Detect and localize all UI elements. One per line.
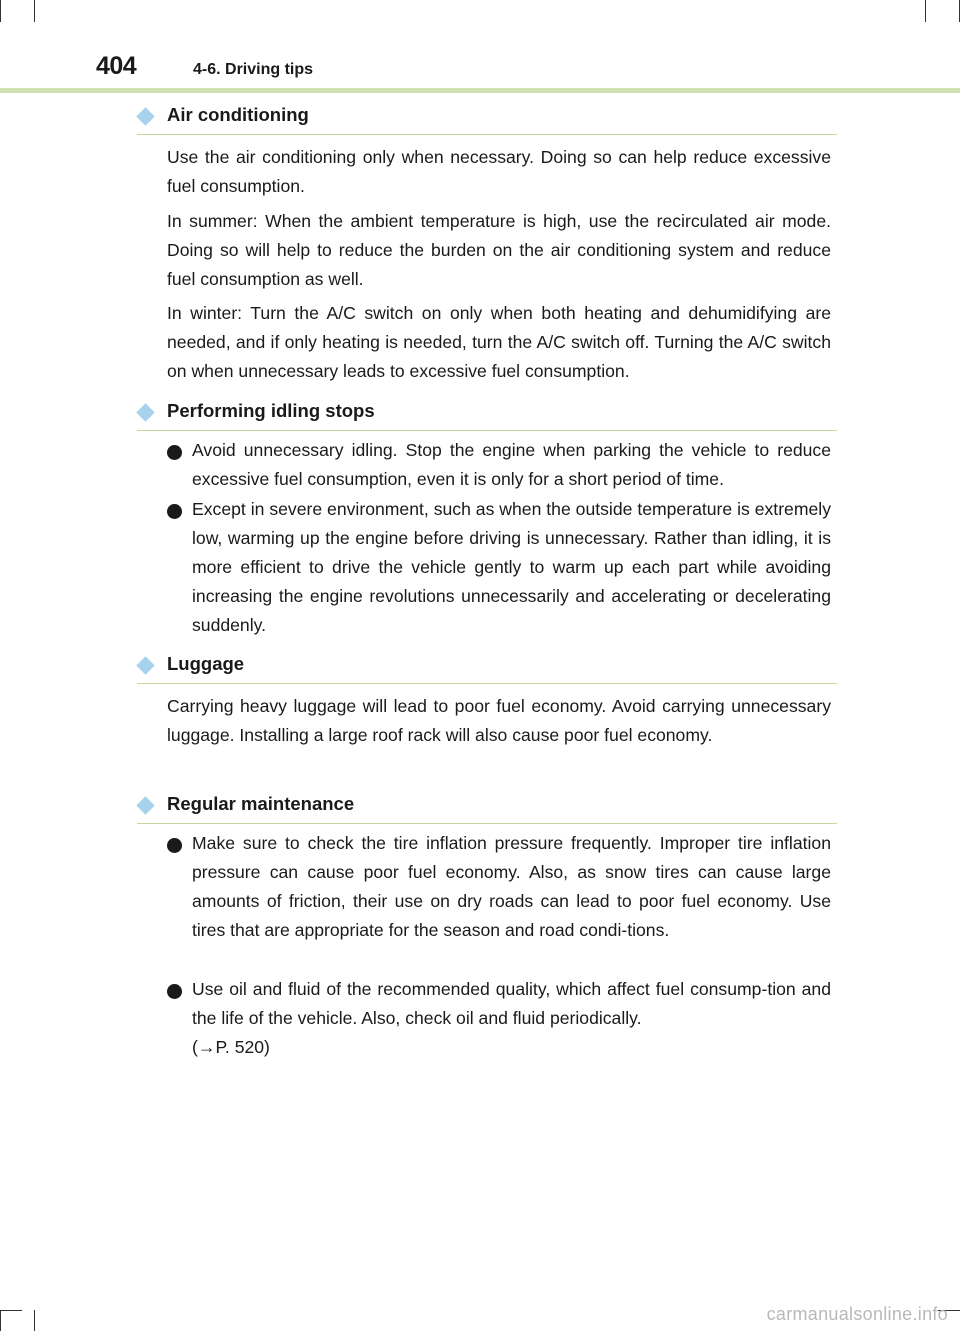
page-reference-link[interactable]: (→P. 520) [192, 1037, 270, 1057]
diamond-icon [136, 796, 154, 814]
crop-mark [0, 1310, 22, 1311]
diamond-icon [136, 107, 154, 125]
paragraph: Use the air conditioning only when necessary. Doing so can help reduce excessive fuel consumption. [167, 147, 831, 196]
watermark: carmanualsonline.info [766, 1304, 948, 1324]
paragraph: In summer: When the ambient temperature is high, use the recirculated air mode. Doing so will help to reduce the burden on the air conditioning system and reduce fuel consumption as well. [167, 211, 831, 289]
list-item-text: Make sure to check the tire inflation pressure frequently. Improper tire inflation pressure can cause poor fuel economy. Also, as snow tires can cause large amounts of friction, their use on dry roads can lead to poor fuel economy. Use tires that are appropriate for the season and road condi-tions. [192, 833, 831, 940]
crop-mark [34, 1310, 35, 1331]
crop-mark [0, 1310, 1, 1331]
section-heading-luggage [137, 653, 837, 684]
list-item-text: Avoid unnecessary idling. Stop the engine when parking the vehicle to reduce excessive fuel consumption, even it is only for a short period of time. [192, 440, 831, 489]
page-header [0, 0, 960, 96]
list-item-text: Except in severe environment, such as when the outside temperature is extremely low, warming up the engine before driving is unnecessary. Rather than idling, it is more efficient to drive the vehicle gently to warm up each part while avoiding increasing the engine revolutions unnecessarily and accelerating or decelerating suddenly. [192, 499, 831, 635]
header-rule [0, 88, 960, 93]
page-number: 404 [96, 52, 137, 80]
section-title: Luggage [167, 653, 245, 674]
section-heading-idling [137, 400, 837, 431]
section-title: Performing idling stops [167, 400, 375, 421]
section-heading-air-conditioning [137, 104, 837, 135]
diamond-icon [136, 403, 154, 421]
section-heading-maintenance [137, 793, 837, 824]
bullet-icon [167, 838, 182, 853]
section-title: Air conditioning [167, 104, 309, 125]
section-title: Regular maintenance [167, 793, 355, 814]
chapter-title: 4-6. Driving tips [193, 61, 314, 78]
diamond-icon [136, 656, 154, 674]
bullet-icon [167, 984, 182, 999]
list-item-body: Use oil and fluid of the recommended quality, which affect fuel consump-tion and the life of the vehicle. Also, check oil and fluid periodically. [192, 979, 831, 1028]
bullet-icon [167, 445, 182, 460]
bullet-icon [167, 504, 182, 519]
list-item-text [192, 975, 831, 1062]
paragraph: In winter: Turn the A/C switch on only when both heating and dehumidifying are needed, and if only heating is needed, turn the A/C switch off. Turning the A/C switch on when unnecessary leads to excessive fuel consumption. [167, 303, 831, 381]
paragraph: Carrying heavy luggage will lead to poor fuel economy. Avoid carrying unnecessary luggage. Installing a large roof rack will also cause poor fuel economy. [167, 696, 831, 745]
